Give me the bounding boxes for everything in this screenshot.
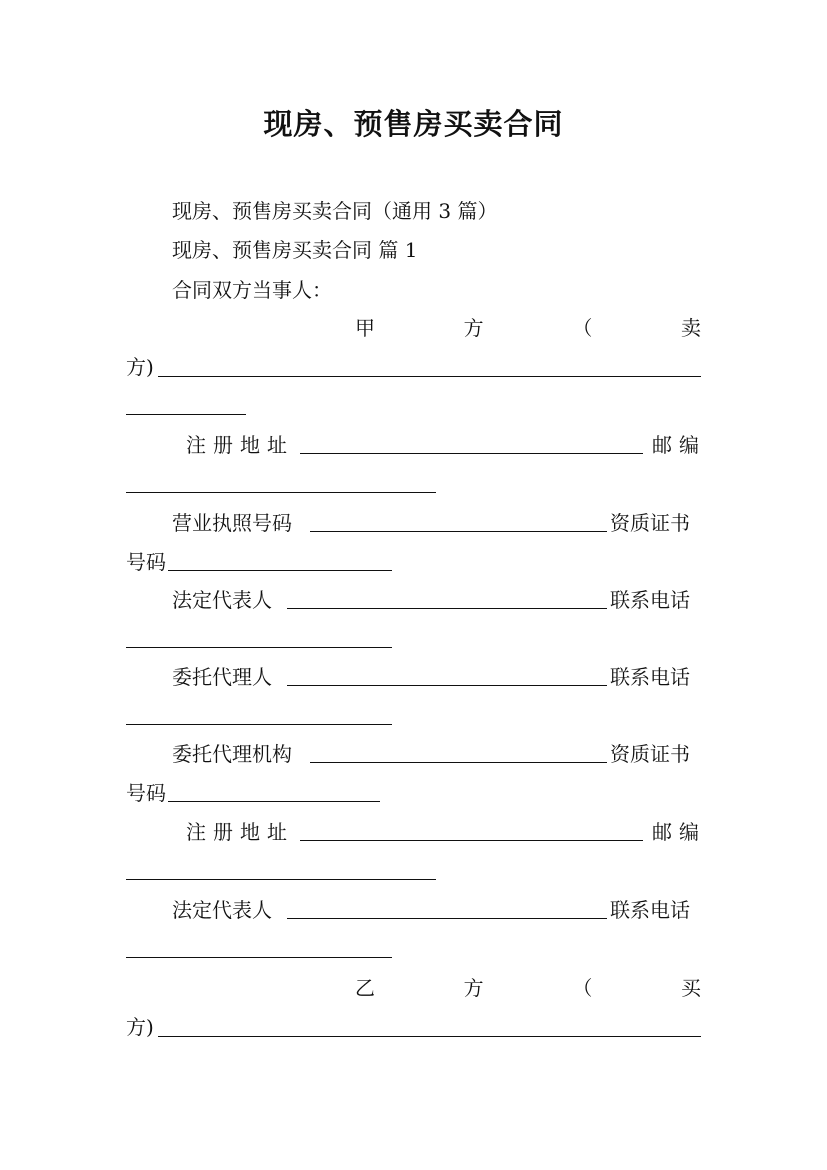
party-a-postcode-blank[interactable] [126,492,436,493]
party-a-agent-org-postcode-blank[interactable] [126,879,436,880]
party-a-register-address-blank[interactable] [300,453,643,454]
party-a-cert-no-label: 号码 [126,550,166,574]
party-a-agent-label: 委托代理人 [172,665,272,689]
party-a-agent-org-phone-label: 联系电话 [610,898,690,922]
party-b-heading-tail: 方) [126,1015,154,1039]
party-a-agent-phone-blank[interactable] [126,724,392,725]
party-a-heading [355,316,701,340]
party-b-heading [355,976,701,1000]
party-a-agent-org-address-label: 注册地址 [186,820,294,844]
party-a-name-blank[interactable] [158,376,701,377]
party-a-qualification-label: 资质证书 [610,511,690,535]
party-a-agent-org-blank[interactable] [310,762,607,763]
party-a-heading-tail: 方) [126,355,154,379]
party-a-cert-no-blank[interactable] [168,570,392,571]
party-a-agent-org-label: 委托代理机构 [172,742,292,766]
party-a-name-blank-cont[interactable] [126,414,246,415]
party-a-agent-org-cert-no-blank[interactable] [168,801,380,802]
intro-line-3: 合同双方当事人： [172,278,332,302]
party-a-postcode-label: 邮编 [652,433,706,457]
party-a-legal-rep-phone-blank[interactable] [126,647,392,648]
party-a-legal-rep-label: 法定代表人 [172,588,272,612]
party-a-agent-phone-label: 联系电话 [610,665,690,689]
party-a-license-label: 营业执照号码 [172,511,292,535]
party-a-heading-char-4: 卖 [680,316,701,340]
party-a-register-address-label: 注册地址 [186,433,294,457]
party-a-heading-char-1: 甲 [355,316,375,340]
party-a-agent-org-address-blank[interactable] [300,840,643,841]
party-a-heading-char-3: （ [572,316,593,340]
party-a-license-blank[interactable] [310,531,607,532]
party-a-agent-org-legal-rep-label: 法定代表人 [172,898,272,922]
party-a-agent-org-legal-rep-blank[interactable] [287,918,607,919]
party-a-legal-rep-blank[interactable] [287,608,607,609]
intro-line-1: 现房、预售房买卖合同（通用 3 篇） [172,199,498,223]
document-title: 现房、预售房买卖合同 [263,107,564,141]
party-b-heading-char-2: 方 [463,976,484,1000]
party-a-agent-org-postcode-label: 邮编 [652,820,706,844]
party-a-agent-blank[interactable] [287,685,607,686]
party-b-name-blank[interactable] [158,1036,701,1037]
intro-line-2: 现房、预售房买卖合同 篇 1 [172,238,418,262]
party-a-legal-rep-phone-label: 联系电话 [610,588,690,612]
party-b-heading-char-4: 买 [680,976,701,1000]
party-a-heading-char-2: 方 [463,316,484,340]
party-a-agent-org-phone-blank[interactable] [126,957,392,958]
party-b-heading-char-1: 乙 [355,976,375,1000]
party-a-agent-org-qualification-label: 资质证书 [610,742,690,766]
party-b-heading-char-3: （ [572,976,593,1000]
party-a-agent-org-cert-no-label: 号码 [126,781,166,805]
